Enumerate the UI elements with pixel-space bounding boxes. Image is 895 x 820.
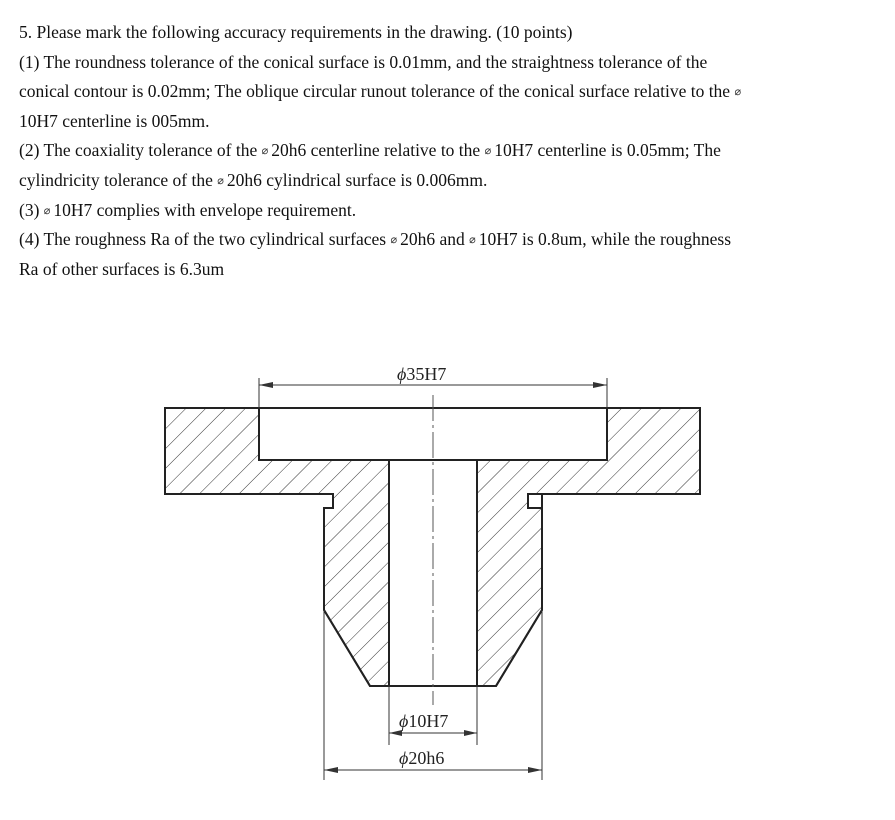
dim-35-symbol: ϕ [397,364,407,384]
dim-20-value: 20h6 [408,748,445,768]
item-1-line-3: 10H7 centerline is 005mm. [19,110,210,131]
diameter-symbol-icon: ⌀ [217,173,224,187]
dim-10-arrow-right [464,730,477,736]
dim-35-arrow-left [259,382,273,388]
item-1-line-1: (1) The roundness tolerance of the conical surface is 0.01mm, and the straightness tolerance of the [19,51,708,72]
item-2-text-d: cylindricity tolerance of the [19,169,213,190]
item-4-text-a: (4) The roughness Ra of the two cylindrical surfaces [19,229,387,250]
diameter-symbol-icon: ⌀ [390,233,398,247]
diameter-symbol-icon: ⌀ [43,203,51,217]
item-2-text-a: (2) The coaxiality tolerance of the [19,140,258,161]
diameter-symbol-icon: ⌀ [734,85,742,99]
item-3-text-b: 10H7 complies with envelope requirement. [53,199,357,220]
item-4-text-c: 10H7 is 0.8um, while the roughness [478,229,732,250]
dim-35-value: 35H7 [406,364,447,384]
dim-20-label [399,748,444,768]
dim-20-arrow-right [528,767,542,773]
dim-35-label [397,364,446,384]
item-3-text-a: (3) [19,199,40,220]
item-1-line-2-text: conical contour is 0.02mm; The oblique circular runout tolerance of the conical surface relative to the [19,81,731,102]
diameter-symbol-icon: ⌀ [469,233,476,247]
dim-10-symbol: ϕ [399,711,409,731]
item-2-text-b: 20h6 centerline relative to the [271,140,481,161]
dim-20-symbol: ϕ [399,748,409,768]
question-title: 5. Please mark the following accuracy requirements in the drawing. (10 points) [19,22,573,42]
item-2-text-c: 10H7 centerline is 0.05mm; The [494,140,721,161]
diameter-symbol-icon: ⌀ [484,144,492,158]
dim-10-label [399,711,448,731]
item-4-line-2: Ra of other surfaces is 6.3um [19,258,225,279]
diameter-symbol-icon: ⌀ [261,144,269,158]
dim-35-arrow-right [593,382,607,388]
item-4-text-b: 20h6 and [400,229,465,250]
item-2-text-e: 20h6 cylindrical surface is 0.006mm. [226,169,488,190]
dim-20-arrow-left [324,767,338,773]
dim-10-value: 10H7 [408,711,449,731]
